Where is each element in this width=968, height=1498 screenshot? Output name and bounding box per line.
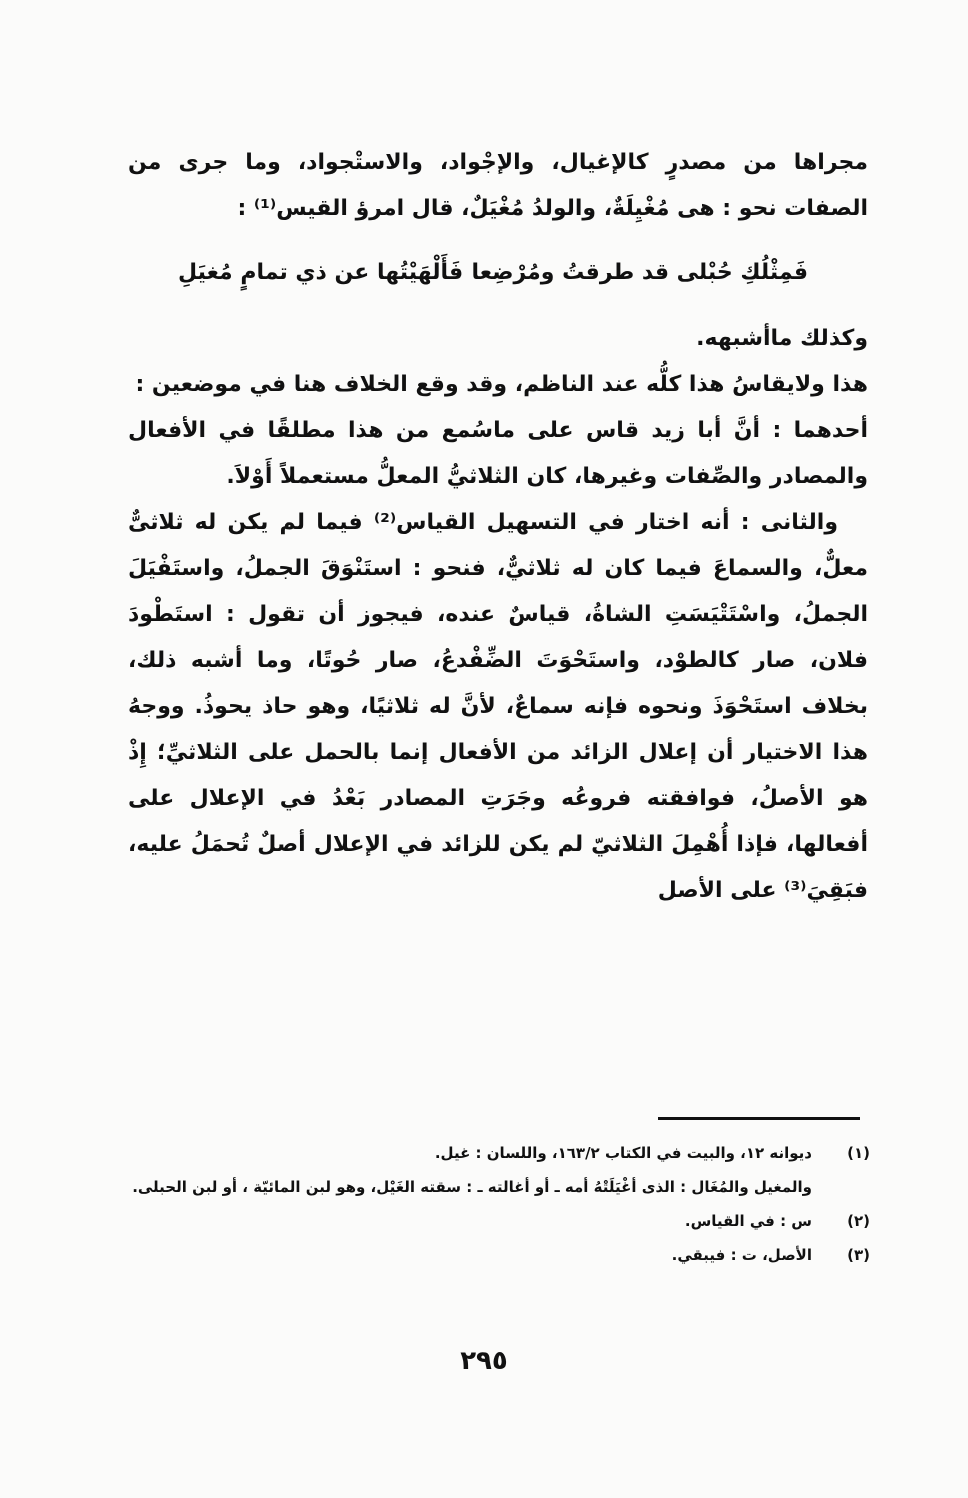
footnote-number: (٣) xyxy=(847,1246,870,1264)
verse-first-hemistich: فَمِثْلُكِ حُبْلى قد طرقتُ ومُرْضِعا xyxy=(471,260,808,285)
paragraph-2: وكذلك ماأشبهه. xyxy=(696,326,868,351)
verse-second-hemistich: فَأَلْهَيْتُها عن ذي تمامٍ مُغيَلِ xyxy=(178,260,464,285)
footnote-text: ديوانه ١٢، والبيت في الكتاب ١٦٣/٢، واللسان : غيل. xyxy=(434,1144,812,1162)
paragraph-5: والثانى : أنه اختار في التسهيل القياس⁽²⁾ فيما لم يكن له ثلاثىٌّ معلٌّ، والسماعَ فيما كان له ثلاثيٌّ، فنحو : استَنْوَقَ الجملُ، واستَفْيَلَ الجملُ، واسْتَتْيَسَتِ الشاةُ، قياسٌ عنده، فيجوز أن تقول : استَطْودَ فلان، صار كالطوْد، واستَحْوَتَ الضِّفْدعُ، صار حُوتًا، وما أشبه ذلك، بخلاف استَحْوَذَ ونحوه فإنه سماعٌ، لأنَّ له ثلاثيًا، وهو حاذ يحوذُ. ووجهُ هذا الاختيار أن إعلال الزائد من الأفعال إنما بالحمل على الثلاثيِّ؛ إِذْ هو الأصلُ، فوافقته فروعُه وجَرَتِ المصادر بَعْدُ في الإعلال على أفعالها، فإذا أُهْمِلَ الثلاثيّ لم يكن للزائد في الإعلال أصلٌ تُحمَلُ عليه، فبَقِيَ⁽³⁾ على الأصل xyxy=(128,510,868,903)
footnote-separator xyxy=(658,1117,860,1120)
paragraph-4: أحدهما : أنَّ أبا زيد قاس على ماسُمع من هذا مطلقًا في الأفعال والمصادر والصِّفات وغيرها، كان الثلاثيُّ المعلُّ مستعملاً أَوْلاَ. xyxy=(128,418,868,489)
footnote-number: (١) xyxy=(847,1144,870,1162)
poetry-verse xyxy=(178,250,808,296)
page-number: ٢٩٥ xyxy=(460,1346,508,1376)
footnote-3 xyxy=(150,1238,870,1272)
footnote-text: الأصل، ت : فيبقي. xyxy=(671,1246,812,1264)
footnotes xyxy=(132,1136,870,1272)
footnote-number: (٢) xyxy=(847,1212,870,1230)
footnote-text: س : في القياس. xyxy=(684,1212,812,1230)
footnote-2 xyxy=(150,1204,870,1238)
main-text xyxy=(128,140,868,914)
paragraph-1: مجراها من مصدرٍ كالإغيال، والإجْواد، والاستْجواد، وما جرى من الصفات نحو : هى مُغْيِلَةٌ، والولدُ مُغْيَلٌ، قال امرؤ القيس⁽¹⁾ : xyxy=(128,150,868,221)
paragraph-3: هذا ولايقاسُ هذا كلُّه عند الناظم، وقد وقع الخلاف هنا في موضعين : xyxy=(135,372,868,397)
footnote-1-continuation: والمغيل والمُغَال : الذى أغْيَلَتْهُ أمه ـ أو أغالته ـ : سقته الغَيْل، وهو لبن المائيّة ، أو لبن الحبلى. xyxy=(132,1178,812,1196)
footnote-1 xyxy=(150,1136,870,1170)
